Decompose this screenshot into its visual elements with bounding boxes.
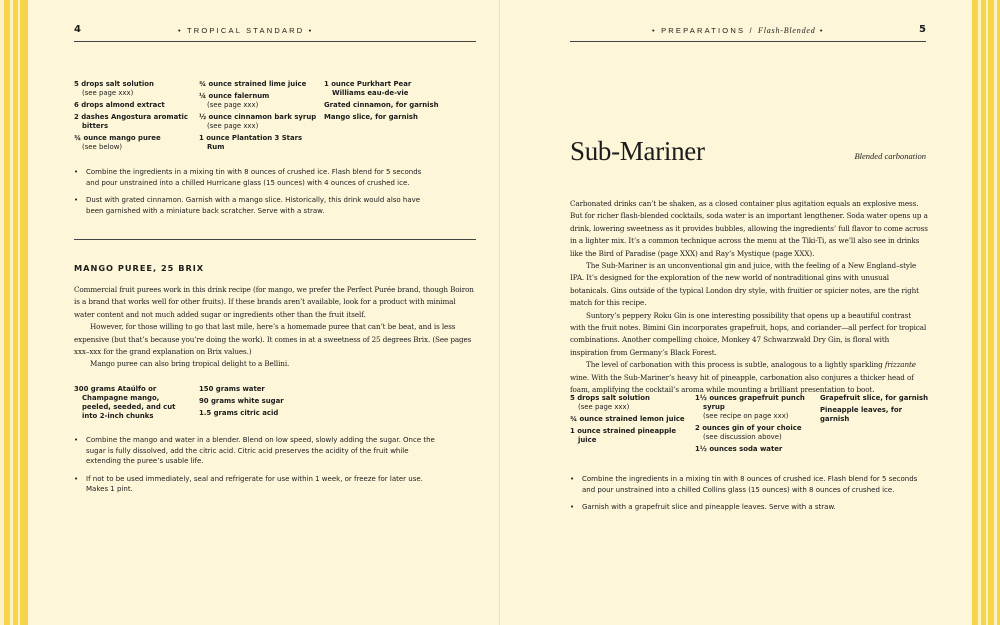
ingredient: ¾ ounce strained lemon juice xyxy=(570,415,685,423)
ingredient: ½ ounce cinnamon bark syrup (see page xxx) xyxy=(199,113,317,130)
ingredient: ¾ ounce mango puree (see below) xyxy=(74,134,161,151)
page-edge-stripe xyxy=(10,0,13,625)
ingredient-column xyxy=(74,80,194,155)
ingredient-column xyxy=(695,394,815,457)
body-text xyxy=(570,198,928,397)
step: • Combine the mango and water in a blender. Blend on low speed, slowly adding the sugar. Once the sugar is fully dissolved, add the citric acid. Citric acid preserves the acidity of the fruit while extending the puree’s usable life. xyxy=(74,435,436,467)
ingredient-column xyxy=(820,394,930,427)
recipe-steps xyxy=(570,474,930,520)
ingredient: 2 dashes Angostura aromatic bitters xyxy=(74,113,188,130)
left-page xyxy=(28,0,500,625)
ingredient: 1 ounce Purkhart Pear Williams eau-de-vie xyxy=(324,80,412,97)
ingredient: ¾ ounce strained lime juice xyxy=(199,80,307,88)
ingredient-column xyxy=(199,385,327,421)
ingredient: 1½ ounces grapefruit punch syrup (see recipe on page xxx) xyxy=(695,394,805,420)
ingredient: 6 drops almond extract xyxy=(74,101,165,109)
page-edge-stripe xyxy=(0,0,4,625)
ingredient: Mango slice, for garnish xyxy=(324,113,418,121)
ingredient: 300 grams Ataúlfo or Champagne mango, peeled, seeded, and cut into 2-inch chunks xyxy=(74,385,176,420)
ingredient: 5 drops salt solution (see page xxx) xyxy=(570,394,650,411)
step: • If not to be used immediately, seal and refrigerate for use within 1 week, or freeze for later use. Makes 1 pint. xyxy=(74,474,436,495)
ingredient-column xyxy=(324,80,454,125)
recipe-title: Sub-Mariner xyxy=(570,136,705,166)
paragraph: The level of carbonation with this process is subtle, analogous to a lightly sparkling frizzante wine. With the Sub-Mariner’s heavy hit of pineapple, carbonation also conjures a thicker head of foam, amplifying the cocktail’s aroma while mounting a brilliant presentation to boot. xyxy=(570,360,916,395)
ingredient: Grated cinnamon, for garnish xyxy=(324,101,439,109)
recipe-steps xyxy=(74,167,434,223)
page-number: 4 xyxy=(74,24,81,35)
ingredient: 5 drops salt solution (see page xxx) xyxy=(74,80,154,97)
section-divider xyxy=(74,239,476,240)
step: • Combine the ingredients in a mixing tin with 8 ounces of crushed ice. Flash blend for 5 seconds and pour unstrained into a chilled Hurricane glass (15 ounces) with 4 ounces of crushed ice. xyxy=(74,167,434,188)
ingredient-column xyxy=(199,80,327,155)
ingredient-column xyxy=(74,385,189,424)
page-edge-stripe xyxy=(986,0,988,625)
ingredient: 150 grams water xyxy=(199,385,265,393)
page-number: 5 xyxy=(919,24,926,35)
paragraph: Suntory’s peppery Roku Gin is one interesting possibility that opens up a beautiful contrast with the fruit notes. Bimini Gin incorporates grapefruit, hops, and coriander—all perfect for tropical combinations. Another compelling choice, Monkey 47 Schwarzwald Dry Gin, is floral with inspiration from Germany’s Black Forest. xyxy=(570,310,927,357)
running-head: • PREPARATIONS / Flash-Blended • xyxy=(652,26,825,35)
ingredient: Grapefruit slice, for garnish xyxy=(820,394,929,402)
page-edge-stripe xyxy=(994,0,997,625)
paragraph: The Sub-Mariner is an unconventional gin and juice, with the feeling of a New England–style IPA. It’s designed for the exploration of the new world of nontraditional gins with unusual botanicals. Gins outside of the typical London dry style, with fruitier or spicier notes, are the right match for this recipe. xyxy=(570,261,919,308)
right-running-header xyxy=(570,24,926,42)
puree-steps xyxy=(74,435,436,502)
paragraph: Carbonated drinks can’t be shaken, as a closed container plus agitation equals an explosive mess. But for richer flash-blended cocktails, soda water is an important lengthener. Soda water opens up a drink, lowering sweetness as it provides bubbles, allowing the ingredients’ full flavor to come across in a lighter mix. It’s a common technique across the menu at the Tiki-Ti, as we’ll also see in drinks like the Bird of Paradise (page XXX) and Ray’s Mystique (page XXX). xyxy=(570,199,928,258)
paragraph: Commercial fruit purees work in this drink recipe (for mango, we prefer the Perfect Purée brand, though Boiron is a brand that works well for other fruits). If these brands aren’t available, look for a product with minimal water content and not much added sugar or ingredients other than the fruit itself. xyxy=(74,285,474,319)
paragraph: However, for those willing to go that last mile, here’s a homemade puree that can’t be beat, and is less expensive (but that’s because you’re doing the work). It comes in at a sweetness of 25 degrees Brix. (See pages xxx–xxx for the grand explanation on Brix values.) xyxy=(74,322,472,357)
recipe-tagline: Blended carbonation xyxy=(854,151,926,161)
ingredient: 1½ ounces soda water xyxy=(695,445,783,453)
ingredient: ¼ ounce falernum (see page xxx) xyxy=(199,92,270,109)
ingredient: 90 grams white sugar xyxy=(199,397,284,405)
ingredient: 1 ounce Plantation 3 Stars Rum xyxy=(199,134,303,151)
page-edge-stripe xyxy=(18,0,20,625)
left-running-header xyxy=(74,24,476,42)
step: • Combine the ingredients in a mixing tin with 8 ounces of crushed ice. Flash blend for 5 seconds and pour unstrained into a chilled Collins glass (15 ounces) with 8 ounces of crushed ice. xyxy=(570,474,930,495)
ingredient-column xyxy=(570,394,692,448)
section-heading: MANGO PUREE, 25 BRIX xyxy=(74,263,205,273)
right-page xyxy=(500,0,972,625)
ingredient: Pineapple leaves, for garnish xyxy=(820,406,903,423)
body-text xyxy=(74,284,478,371)
ingredient: 1 ounce strained pineapple juice xyxy=(570,427,677,444)
step: • Dust with grated cinnamon. Garnish with a mango slice. Historically, this drink would also have been garnished with a miniature back scratcher. Serve with a straw. xyxy=(74,195,434,216)
ingredient: 1.5 grams citric acid xyxy=(199,409,279,417)
paragraph: Mango puree can also bring tropical delight to a Bellini. xyxy=(90,359,290,369)
page-edge-stripe xyxy=(978,0,981,625)
running-head: • TROPICAL STANDARD • xyxy=(178,26,314,35)
ingredient: 2 ounces gin of your choice (see discussion above) xyxy=(695,424,802,441)
step: • Garnish with a grapefruit slice and pineapple leaves. Serve with a straw. xyxy=(570,502,930,513)
